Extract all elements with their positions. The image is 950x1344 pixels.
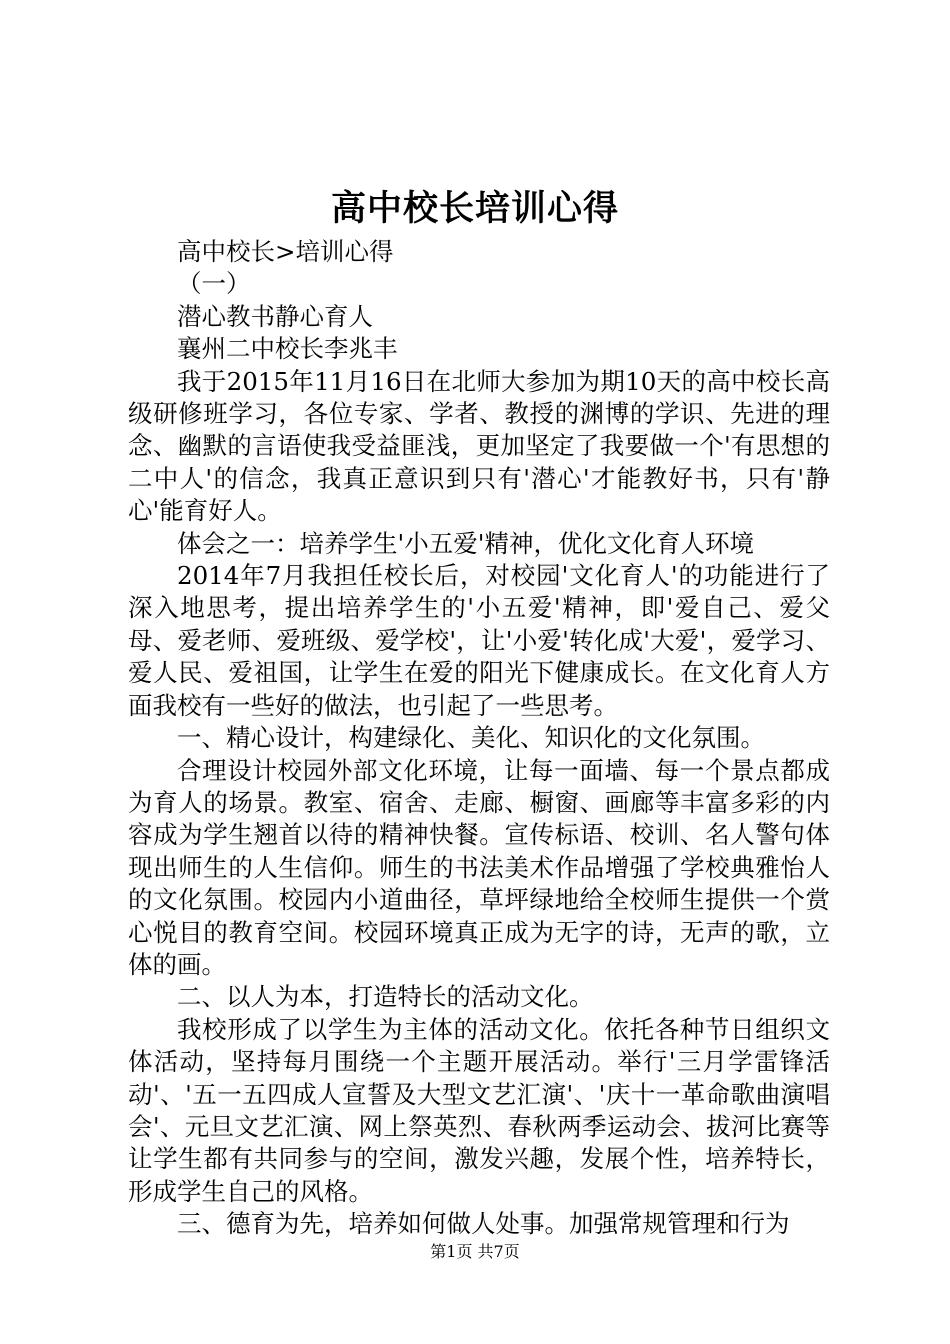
document-title: 高中校长培训心得 xyxy=(330,188,619,229)
body-paragraph: 2014年7月我担任校长后，对校园'文化育人'的功能进行了深入地思考，提出培养学生的'小五爱'精神，即'爱自己、爱父母、爱老师、爱班级、爱学校'，让'小爱'转化成'大爱'，爱学习、爱人民、爱祖国，让学生在爱的阳光下健康成长。在文化育人方面我校有一些好的做法，也引起了一些思考。 xyxy=(128,561,830,720)
section-number: （一） xyxy=(177,269,251,299)
subtitle-line: 高中校长>培训心得 xyxy=(177,237,394,266)
section-heading: 二、以人为本，打造特长的活动文化。 xyxy=(177,982,594,1012)
page-footer: 第1页 共7页 xyxy=(430,1242,520,1261)
section-heading: 一、精心设计，构建绿化、美化、知识化的文化氛围。 xyxy=(177,723,765,753)
body-paragraph: 我校形成了以学生为主体的活动文化。依托各种节日组织文体活动，坚持每月围绕一个主题开展活动。举行'三月学雷锋活动'、'五一五四成人宣誓及大型文艺汇演'、'庆十一革命歌曲演唱会'、元旦文艺汇演、网上祭英烈、春秋两季运动会、拔河比赛等让学生都有共同参与的空间，激发兴趣，发展个性，培养特长，形成学生自己的风格。 xyxy=(128,1014,830,1206)
author-line: 襄州二中校长李兆丰 xyxy=(177,334,398,364)
body-paragraph: 合理设计校园外部文化环境，让每一面墙、每一个景点都成为育人的场景。教室、宿舍、走廊、橱窗、画廊等丰富多彩的内容成为学生翘首以待的精神快餐。宣传标语、校训、名人警句体现出师生的人生信仰。师生的书法美术作品增强了学校典雅怡人的文化氛围。校园内小道曲径，草坪绿地给全校师生提供一个赏心悦目的教育空间。校园环境真正成为无字的诗，无声的歌，立体的画。 xyxy=(128,755,830,979)
section-heading: 体会之一：培养学生'小五爱'精神，优化文化育人环境 xyxy=(177,528,754,558)
body-paragraph: 我于2015年11月16日在北师大参加为期10天的高中校长高级研修班学习，各位专家、学者、教授的渊博的学识、先进的理念、幽默的言语使我受益匪浅，更加坚定了我要做一个'有思想的二中人'的信念，我真正意识到只有'潜心'才能教好书，只有'静心'能育好人。 xyxy=(128,366,830,526)
document-body xyxy=(128,236,830,1241)
article-heading: 潜心教书静心育人 xyxy=(177,301,373,331)
body-paragraph: 三、德育为先，培养如何做人处事。加强常规管理和行为 xyxy=(177,1209,790,1239)
